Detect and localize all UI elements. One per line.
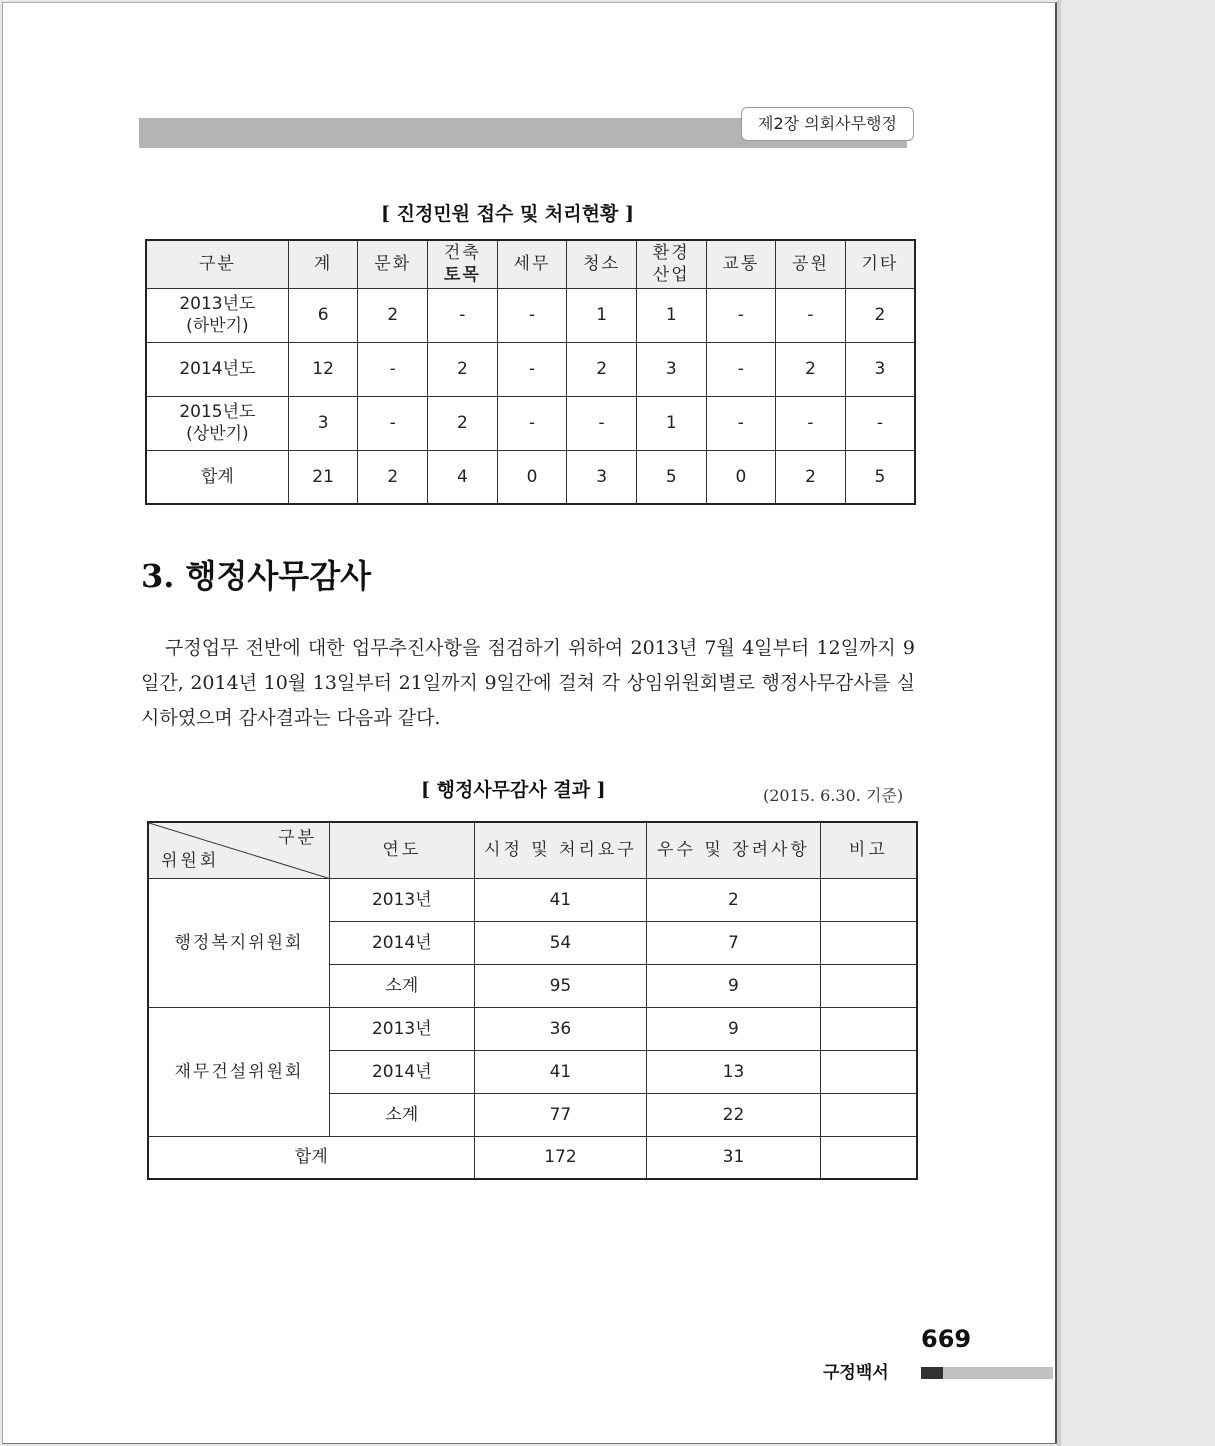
header-park: 공원 bbox=[776, 240, 846, 288]
row-label-line2: (상반기) bbox=[186, 424, 249, 444]
table-cell: 3 bbox=[636, 342, 706, 396]
table-cell: 2 bbox=[428, 396, 498, 450]
correction-cell: 41 bbox=[474, 1050, 647, 1093]
commendation-cell: 9 bbox=[647, 964, 821, 1007]
table-cell: 2 bbox=[845, 288, 915, 342]
table-header-row bbox=[148, 822, 917, 878]
table-row bbox=[146, 288, 915, 342]
table-header-row bbox=[146, 240, 915, 288]
total-label-cell: 합계 bbox=[148, 1136, 474, 1179]
header-cleaning: 청소 bbox=[567, 240, 637, 288]
header-environment bbox=[636, 240, 706, 288]
table-row bbox=[148, 878, 917, 921]
header-environment-line2: 산업 bbox=[652, 265, 690, 286]
year-cell: 소계 bbox=[329, 964, 474, 1007]
row-label-line1: 2015년도 bbox=[179, 402, 256, 422]
section-heading: 3. 행정사무감사 bbox=[141, 557, 372, 595]
row-label-line2: (하반기) bbox=[186, 316, 249, 336]
commendation-cell: 13 bbox=[647, 1050, 821, 1093]
note-cell bbox=[820, 1007, 917, 1050]
correction-cell: 95 bbox=[474, 964, 647, 1007]
table-cell: - bbox=[358, 342, 428, 396]
commendation-cell: 22 bbox=[647, 1093, 821, 1136]
header-total: 계 bbox=[288, 240, 358, 288]
table-cell: 3 bbox=[567, 450, 637, 504]
table-cell: 5 bbox=[636, 450, 706, 504]
table-cell: 12 bbox=[288, 342, 358, 396]
table-total-row bbox=[146, 450, 915, 504]
commendation-cell: 2 bbox=[647, 878, 821, 921]
audit-table bbox=[147, 821, 918, 1180]
correction-cell: 54 bbox=[474, 921, 647, 964]
table-cell: 2 bbox=[776, 450, 846, 504]
chapter-tag: 제2장 의회사무행정 bbox=[741, 107, 914, 141]
table-cell: 6 bbox=[288, 288, 358, 342]
table-cell: 2 bbox=[428, 342, 498, 396]
table-row bbox=[146, 396, 915, 450]
row-label bbox=[146, 288, 288, 342]
note-cell bbox=[820, 878, 917, 921]
table-row bbox=[148, 1007, 917, 1050]
header-note: 비고 bbox=[820, 822, 917, 878]
note-cell bbox=[820, 1093, 917, 1136]
page-number: 669 bbox=[921, 1325, 972, 1353]
header-construction bbox=[428, 240, 498, 288]
table-row bbox=[146, 342, 915, 396]
petition-table-title: [ 진정민원 접수 및 처리현황 ] bbox=[381, 203, 634, 225]
year-cell: 2013년 bbox=[329, 878, 474, 921]
table-cell: 2 bbox=[776, 342, 846, 396]
row-label-line1: 2013년도 bbox=[179, 294, 256, 314]
header-traffic: 교통 bbox=[706, 240, 776, 288]
basis-date-note: (2015. 6.30. 기준) bbox=[763, 786, 904, 805]
header-commendation: 우수 및 장려사항 bbox=[647, 822, 821, 878]
table-cell: - bbox=[497, 396, 567, 450]
header-other: 기타 bbox=[845, 240, 915, 288]
header-category: 구분 bbox=[278, 828, 317, 848]
table-cell: 3 bbox=[845, 342, 915, 396]
header-construction-line1: 건축 bbox=[443, 243, 481, 264]
table-cell: - bbox=[497, 342, 567, 396]
header-environment-line1: 환경 bbox=[652, 243, 690, 264]
note-cell bbox=[820, 921, 917, 964]
header-tax: 세무 bbox=[497, 240, 567, 288]
committee-cell: 재무건설위원회 bbox=[148, 1007, 329, 1136]
petition-table bbox=[145, 239, 916, 505]
header-culture: 문화 bbox=[358, 240, 428, 288]
commendation-cell: 7 bbox=[647, 921, 821, 964]
table-cell: - bbox=[776, 288, 846, 342]
table-cell: 1 bbox=[636, 288, 706, 342]
footer-book-title: 구정백서 bbox=[823, 1363, 889, 1383]
year-cell: 2014년 bbox=[329, 921, 474, 964]
correction-cell: 36 bbox=[474, 1007, 647, 1050]
table-cell: 0 bbox=[706, 450, 776, 504]
table-cell: 2 bbox=[567, 342, 637, 396]
header-construction-line2: 토목 bbox=[443, 265, 481, 286]
table-cell: - bbox=[706, 288, 776, 342]
table-cell: - bbox=[428, 288, 498, 342]
header-correction: 시정 및 처리요구 bbox=[474, 822, 647, 878]
note-cell bbox=[820, 964, 917, 1007]
row-label: 합계 bbox=[146, 450, 288, 504]
correction-cell: 41 bbox=[474, 878, 647, 921]
table-cell: 2 bbox=[358, 450, 428, 504]
year-cell: 2014년 bbox=[329, 1050, 474, 1093]
section-paragraph: 구정업무 전반에 대한 업무추진사항을 점검하기 위하여 2013년 7월 4일부터 12일까지 9일간, 2014년 10월 13일부터 21일까지 9일간에 걸쳐 각 상임위원회별로 행정사무감사를 실시하였으며 감사결과는 다음과 같다. bbox=[141, 637, 915, 729]
commendation-cell: 31 bbox=[647, 1136, 821, 1179]
table-cell: - bbox=[567, 396, 637, 450]
table-cell: - bbox=[776, 396, 846, 450]
table-cell: - bbox=[706, 396, 776, 450]
table-total-row bbox=[148, 1136, 917, 1179]
table-cell: 2 bbox=[358, 288, 428, 342]
header-committee: 위원회 bbox=[161, 850, 220, 871]
committee-cell: 행정복지위원회 bbox=[148, 878, 329, 1007]
row-label bbox=[146, 342, 288, 396]
table-cell: 5 bbox=[845, 450, 915, 504]
note-cell bbox=[820, 1050, 917, 1093]
page-edge-shadow bbox=[1057, 0, 1061, 1446]
year-cell: 소계 bbox=[329, 1093, 474, 1136]
table-cell: - bbox=[706, 342, 776, 396]
table-cell: 3 bbox=[288, 396, 358, 450]
footer-bar-marker bbox=[921, 1367, 943, 1379]
header-diagonal-cell bbox=[148, 822, 329, 878]
table-cell: 1 bbox=[567, 288, 637, 342]
correction-cell: 172 bbox=[474, 1136, 647, 1179]
header-year: 연도 bbox=[329, 822, 474, 878]
footer-bar bbox=[943, 1367, 1053, 1379]
commendation-cell: 9 bbox=[647, 1007, 821, 1050]
year-cell: 2013년 bbox=[329, 1007, 474, 1050]
correction-cell: 77 bbox=[474, 1093, 647, 1136]
audit-table-title: [ 행정사무감사 결과 ] bbox=[421, 779, 606, 801]
header-category: 구분 bbox=[146, 240, 288, 288]
table-cell: - bbox=[358, 396, 428, 450]
table-cell: 0 bbox=[497, 450, 567, 504]
table-cell: 21 bbox=[288, 450, 358, 504]
table-cell: 4 bbox=[428, 450, 498, 504]
document-page bbox=[2, 2, 1057, 1444]
row-label bbox=[146, 396, 288, 450]
row-label-line1: 2014년도 bbox=[179, 359, 256, 379]
table-cell: 1 bbox=[636, 396, 706, 450]
table-cell: - bbox=[845, 396, 915, 450]
note-cell bbox=[820, 1136, 917, 1179]
table-cell: - bbox=[497, 288, 567, 342]
